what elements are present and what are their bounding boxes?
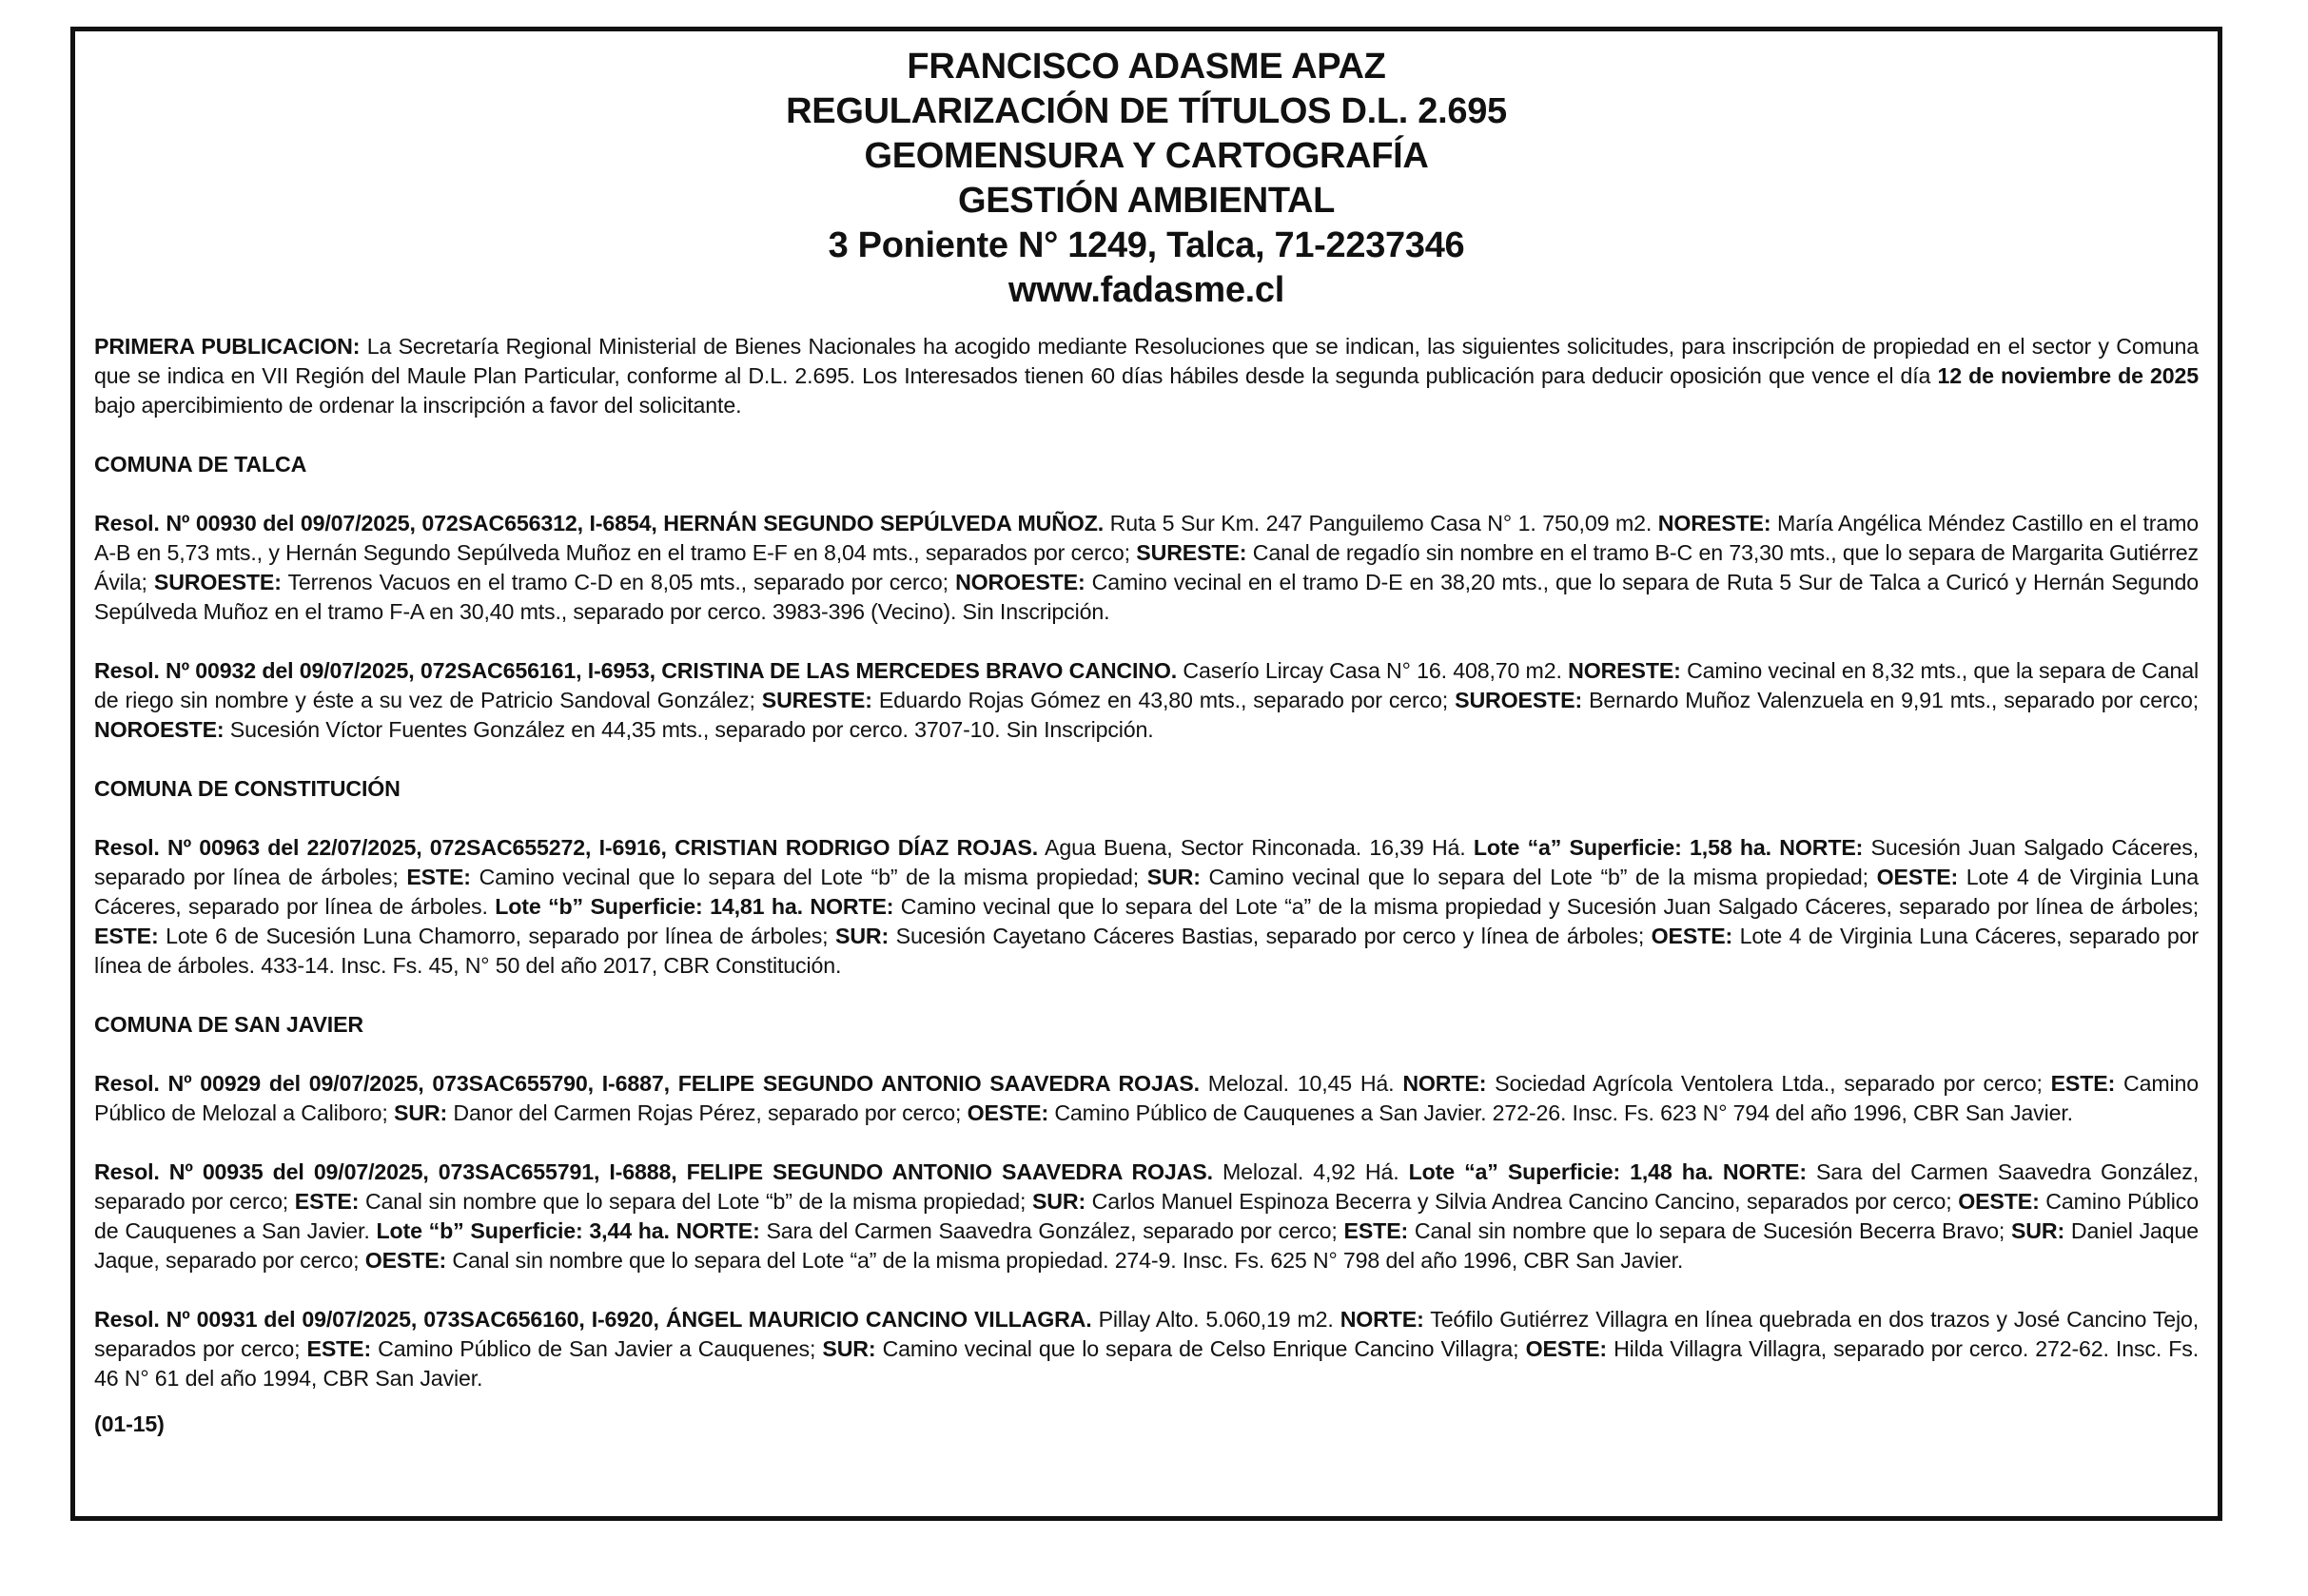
bold-segment: ESTE:	[306, 1336, 372, 1361]
text-segment: Lote 6 de Sucesión Luna Chamorro, separado por línea de árboles;	[158, 924, 836, 948]
text-segment: Sucesión Juan Salgado Cáceres, separado por línea de árboles;	[94, 835, 2199, 889]
bold-segment: ESTE:	[94, 924, 159, 948]
text-segment: Pillay Alto. 5.060,19 m2.	[1091, 1307, 1340, 1332]
header-service-titles: REGULARIZACIÓN DE TÍTULOS D.L. 2.695	[786, 91, 1507, 131]
heading-comuna-talca: COMUNA DE TALCA	[94, 452, 307, 477]
text-segment: Melozal. 4,92 Há.	[1212, 1159, 1409, 1184]
notice-frame	[70, 27, 2222, 1521]
text-segment: Lote 4 de Virginia Luna Cáceres, separado por línea de árboles.	[94, 865, 2200, 919]
bold-segment: Lote “a” Superficie: 1,58 ha. NORTE:	[1473, 835, 1864, 860]
publication-code: (01-15)	[94, 1411, 165, 1436]
text-segment: Camino Público de Melozal a Caliboro;	[94, 1071, 2199, 1125]
bold-segment: Resol. Nº 00935 del 09/07/2025, 073SAC655791, I-6888, FELIPE SEGUNDO ANTONIO SAAVEDRA ROJAS.	[94, 1159, 1213, 1184]
bold-segment: ESTE:	[406, 865, 471, 889]
text-segment: Camino vecinal que lo separa del Lote “b” de la misma propiedad;	[1200, 865, 1877, 889]
text-segment: María Angélica Méndez Castillo en el tramo A-B en 5,73 mts., y Hernán Segundo Sepúlveda Muñoz en el tramo E-F en 8,04 mts., separados por cerco;	[94, 511, 2199, 565]
text-segment: Sara del Carmen Saavedra González, separado por cerco;	[94, 1159, 2200, 1214]
bold-segment: OESTE:	[1651, 924, 1733, 948]
bold-segment: Lote “b” Superficie: 14,81 ha. NORTE:	[495, 894, 894, 919]
bold-segment: NORTE:	[1402, 1071, 1487, 1096]
resolution-00963	[94, 833, 2199, 981]
header-service-geomensura: GEOMENSURA Y CARTOGRAFÍA	[864, 136, 1429, 176]
bold-segment: NOROESTE:	[955, 570, 1086, 594]
text-segment: Agua Buena, Sector Rinconada. 16,39 Há.	[1038, 835, 1474, 860]
bold-segment: NORTE:	[1340, 1307, 1424, 1332]
notice-body	[94, 332, 2199, 1469]
text-segment: Camino vecinal que lo separa del Lote “b” de la misma propiedad;	[470, 865, 1147, 889]
bold-segment: Resol. Nº 00963 del 22/07/2025, 072SAC655272, I-6916, CRISTIAN RODRIGO DÍAZ ROJAS.	[94, 835, 1038, 860]
bold-segment: SUR:	[822, 1336, 876, 1361]
intro-paragraph	[94, 332, 2199, 420]
text-segment: Camino vecinal que lo separa de Celso Enrique Cancino Villagra;	[875, 1336, 1526, 1361]
bold-segment: Resol. Nº 00930 del 09/07/2025, 072SAC656312, I-6854, HERNÁN SEGUNDO SEPÚLVEDA MUÑOZ.	[94, 511, 1104, 535]
text-segment: Terrenos Vacuos en el tramo C-D en 8,05 mts., separado por cerco;	[281, 570, 956, 594]
bold-segment: SUR:	[2010, 1218, 2065, 1243]
bold-segment: SUR:	[1031, 1189, 1086, 1214]
text-segment: Ruta 5 Sur Km. 247 Panguilemo Casa N° 1. 750,09 m2.	[1104, 511, 1658, 535]
bold-segment: OESTE:	[1876, 865, 1959, 889]
bold-segment: SUROESTE:	[153, 570, 282, 594]
header-service-ambiental: GESTIÓN AMBIENTAL	[958, 181, 1335, 221]
bold-segment: SUR:	[1146, 865, 1201, 889]
bold-segment: ESTE:	[2050, 1071, 2116, 1096]
text-segment: Camino vecinal en el tramo D-E en 38,20 mts., que lo separa de Ruta 5 Sur de Talca a Curicó y Hernán Segundo Sepúlveda Muñoz en el tramo F-A en 30,40 mts., separado por cerco. 3983-396 (Vecino). Sin Inscripción.	[94, 570, 2200, 624]
text-segment: Danor del Carmen Rojas Pérez, separado por cerco;	[447, 1100, 968, 1125]
text-segment: Hilda Villagra Villagra, separado por cerco. 272-62. Insc. Fs. 46 N° 61 del año 1994, CBR San Javier.	[94, 1336, 2200, 1391]
text-segment: Canal de regadío sin nombre en el tramo B-C en 73,30 mts., que lo separa de Margarita Gutiérrez Ávila;	[94, 540, 2200, 594]
bold-segment: OESTE:	[1525, 1336, 1607, 1361]
text-segment: Camino Público de Cauquenes a San Javier. 272-26. Insc. Fs. 623 N° 794 del año 1996, CBR San Javier.	[1048, 1100, 2073, 1125]
text-segment: Canal sin nombre que lo separa del Lote “b” de la misma propiedad;	[359, 1189, 1032, 1214]
text-segment: Sucesión Víctor Fuentes González en 44,35 mts., separado por cerco. 3707-10. Sin Inscripción.	[224, 717, 1154, 742]
resolution-00929	[94, 1069, 2199, 1128]
text-segment: Melozal. 10,45 Há.	[1199, 1071, 1403, 1096]
resolution-00930	[94, 509, 2199, 627]
text-segment: Camino vecinal en 8,32 mts., que la separa de Canal de riego sin nombre y éste a su vez de Patricio Sandoval González;	[94, 658, 2200, 712]
bold-segment: Resol. Nº 00932 del 09/07/2025, 072SAC656161, I-6953, CRISTINA DE LAS MERCEDES BRAVO CANCINO.	[94, 658, 1178, 683]
bold-segment: OESTE:	[364, 1248, 447, 1273]
text-segment: Canal sin nombre que lo separa del Lote “a” de la misma propiedad. 274-9. Insc. Fs. 625 N° 798 del año 1996, CBR San Javier.	[446, 1248, 1684, 1273]
header-address: 3 Poniente N° 1249, Talca, 71-2237346	[828, 225, 1465, 265]
text-segment: Canal sin nombre que lo separa de Sucesión Becerra Bravo;	[1408, 1218, 2011, 1243]
bold-segment: SURESTE:	[1136, 540, 1247, 565]
bold-segment: Lote “b” Superficie: 3,44 ha. NORTE:	[376, 1218, 760, 1243]
header-website: www.fadasme.cl	[1007, 270, 1285, 310]
text-segment: Teófilo Gutiérrez Villagra en línea quebrada en dos trazos y José Cancino Tejo, separados por cerco;	[94, 1307, 2199, 1361]
resolution-00931	[94, 1305, 2199, 1393]
notice-header	[75, 45, 2218, 313]
bold-segment: Resol. Nº 00931 del 09/07/2025, 073SAC656160, I-6920, ÁNGEL MAURICIO CANCINO VILLAGRA.	[94, 1307, 1092, 1332]
bold-segment: ESTE:	[294, 1189, 360, 1214]
bold-segment: 12 de noviembre de 2025	[1937, 363, 2200, 388]
text-segment: Sucesión Cayetano Cáceres Bastias, separado por cerco y línea de árboles;	[889, 924, 1652, 948]
bold-segment: Lote “a” Superficie: 1,48 ha. NORTE:	[1408, 1159, 1807, 1184]
heading-comuna-san-javier: COMUNA DE SAN JAVIER	[94, 1012, 364, 1037]
bold-segment: NORESTE:	[1568, 658, 1681, 683]
text-segment: Caserío Lircay Casa N° 16. 408,70 m2.	[1177, 658, 1569, 683]
bold-segment: SUR:	[394, 1100, 448, 1125]
text-segment: Sociedad Agrícola Ventolera Ltda., separado por cerco;	[1486, 1071, 2051, 1096]
bold-segment: SUR:	[835, 924, 890, 948]
text-segment: Daniel Jaque Jaque, separado por cerco;	[94, 1218, 2200, 1273]
resolution-00935	[94, 1158, 2199, 1275]
bold-segment: Resol. Nº 00929 del 09/07/2025, 073SAC655790, I-6887, FELIPE SEGUNDO ANTONIO SAAVEDRA ROJAS.	[94, 1071, 1200, 1096]
text-segment: La Secretaría Regional Ministerial de Bienes Nacionales ha acogido mediante Resoluciones que se indican, las siguientes solicitudes, para inscripción de propiedad en el sector y Comuna que se indica en VII Región del Maule Plan Particular, conforme al D.L. 2.695. Los Interesados tienen 60 días hábiles desde la segunda publicación para deducir oposición que vence el día	[94, 334, 2199, 388]
text-segment: Carlos Manuel Espinoza Becerra y Silvia Andrea Cancino Cancino, separados por cerco;	[1086, 1189, 1959, 1214]
text-segment: Camino vecinal que lo separa del Lote “a” de la misma propiedad y Sucesión Juan Salgado Cáceres, separado por línea de árboles;	[893, 894, 2199, 919]
text-segment: Eduardo Rojas Gómez en 43,80 mts., separado por cerco;	[871, 688, 1456, 712]
text-segment: Lote 4 de Virginia Luna Cáceres, separado por línea de árboles. 433-14. Insc. Fs. 45, N° 50 del año 2017, CBR Constitución.	[94, 924, 2199, 978]
bold-segment: NOROESTE:	[94, 717, 225, 742]
text-segment: bajo apercibimiento de ordenar la inscripción a favor del solicitante.	[94, 393, 742, 418]
bold-segment: SURESTE:	[761, 688, 872, 712]
bold-segment: NORESTE:	[1657, 511, 1771, 535]
bold-segment: OESTE:	[967, 1100, 1049, 1125]
heading-comuna-constitucion: COMUNA DE CONSTITUCIÓN	[94, 776, 401, 801]
resolution-00932	[94, 656, 2199, 745]
bold-segment: PRIMERA PUBLICACION:	[94, 334, 361, 359]
bold-segment: SUROESTE:	[1455, 688, 1583, 712]
header-name: FRANCISCO ADASME APAZ	[907, 47, 1386, 87]
text-segment: Sara del Carmen Saavedra González, separado por cerco;	[759, 1218, 1344, 1243]
bold-segment: ESTE:	[1343, 1218, 1409, 1243]
text-segment: Camino Público de Cauquenes a San Javier.	[94, 1189, 2199, 1243]
bold-segment: OESTE:	[1958, 1189, 2040, 1214]
text-segment: Bernardo Muñoz Valenzuela en 9,91 mts., separado por cerco;	[1582, 688, 2200, 712]
text-segment: Camino Público de San Javier a Cauquenes;	[371, 1336, 823, 1361]
